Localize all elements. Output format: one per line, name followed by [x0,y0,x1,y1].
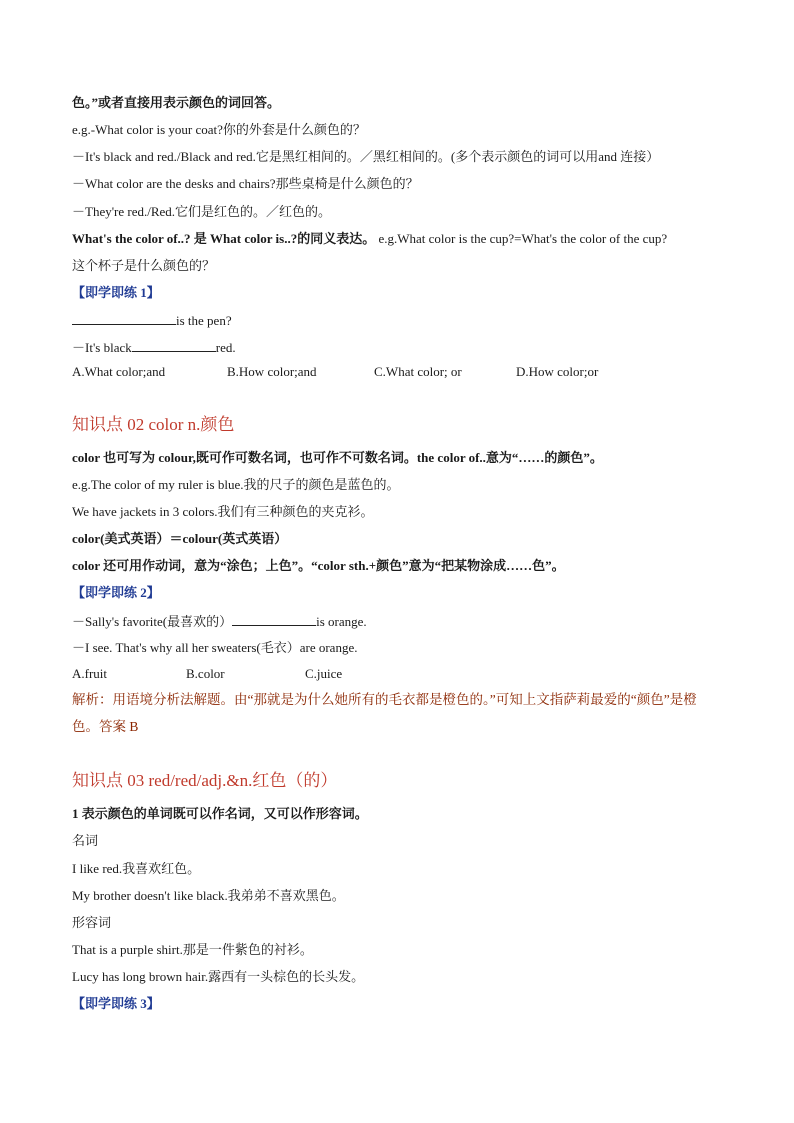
section-2-heading: 知识点 02 color n.颜色 [72,415,235,434]
practice-1-question-1 [72,311,232,330]
practice-2-question-2: －I see. That's why all her sweaters(毛衣）are orange. [72,640,358,655]
practice-2-analysis-line-1: 解析：用语境分析法解题。由“那就是为什么她所有的毛衣都是橙色的。”可知上文指萨莉最爱的“颜色”是橙 [72,692,697,707]
intro-line-6-bold: What's the color of..? 是 What color is..?的同义表达。 [72,231,376,246]
answer-blank[interactable] [232,612,316,626]
noun-label: 名词 [72,833,99,848]
section-3-paragraph-1: 1 表示颜色的单词既可以作名词，又可以作形容词。 [72,806,368,821]
intro-line-1: 色。”或者直接用表示颜色的词回答。 [72,95,281,110]
option-c: C.juice [305,666,343,681]
option-a: A.fruit [72,666,108,681]
section-2-paragraph-2: e.g.The color of my ruler is blue.我的尺子的颜色是蓝色的。 [72,477,400,492]
question-text: －It's black [72,340,132,355]
option-d: D.How color;or [516,364,599,379]
section-2-paragraph-3: We have jackets in 3 colors.我们有三种颜色的夹克衫。 [72,504,374,519]
practice-1-label: 【即学即练 1】 [72,285,160,300]
intro-line-4: －What color are the desks and chairs?那些桌椅是什么颜色的？ [72,176,419,191]
intro-line-6 [72,230,667,248]
intro-line-3: －It's black and red./Black and red.它是黑红相间的。／黑红相间的。(多个表示颜色的词可以用and 连接） [72,149,660,164]
intro-line-5: －They're red./Red.它们是红色的。／红色的。 [72,204,332,219]
practice-1-options [72,363,598,381]
noun-example-1: I like red.我喜欢红色。 [72,861,201,876]
option-b: B.How color;and [227,364,317,379]
option-c: C.What color; or [374,364,462,379]
noun-example-2: My brother doesn't like black.我弟弟不喜欢黑色。 [72,888,345,903]
intro-line-7: 这个杯子是什么颜色的？ [72,258,216,273]
section-2-paragraph-4: color(美式英语）＝colour(英式英语） [72,531,288,546]
intro-line-6-example: e.g.What color is the cup?=What's the color of the cup? [378,231,668,246]
section-3-heading: 知识点 03 red/red/adj.&n.红色（的） [72,771,338,790]
practice-2-question-1 [72,612,367,631]
question-text: is the pen? [176,313,232,328]
practice-2-label: 【即学即练 2】 [72,585,160,600]
practice-2-options [72,665,342,683]
practice-3-label: 【即学即练 3】 [72,996,160,1011]
section-2-paragraph-1: color 也可写为 colour,既可作可数名词，也可作不可数名词。the color of..意为“……的颜色”。 [72,450,603,465]
option-a: A.What color;and [72,364,166,379]
adjective-label: 形容词 [72,915,112,930]
practice-1-question-2 [72,338,236,357]
adjective-example-1: That is a purple shirt.那是一件紫色的衬衫。 [72,942,313,957]
question-text: is orange. [316,614,367,629]
option-b: B.color [186,666,225,681]
practice-2-analysis-line-2: 色。答案 B [72,719,139,734]
answer-blank[interactable] [72,311,176,325]
adjective-example-2: Lucy has long brown hair.露西有一头棕色的长头发。 [72,969,365,984]
intro-line-2: e.g.-What color is your coat?你的外套是什么颜色的？ [72,122,366,137]
answer-blank[interactable] [132,338,216,352]
question-text: red. [215,340,236,355]
question-text: －Sally's favorite(最喜欢的） [72,614,233,629]
section-2-paragraph-5: color 还可用作动词，意为“涂色；上色”。“color sth.+颜色”意为“把某物涂成……色”。 [72,558,565,573]
